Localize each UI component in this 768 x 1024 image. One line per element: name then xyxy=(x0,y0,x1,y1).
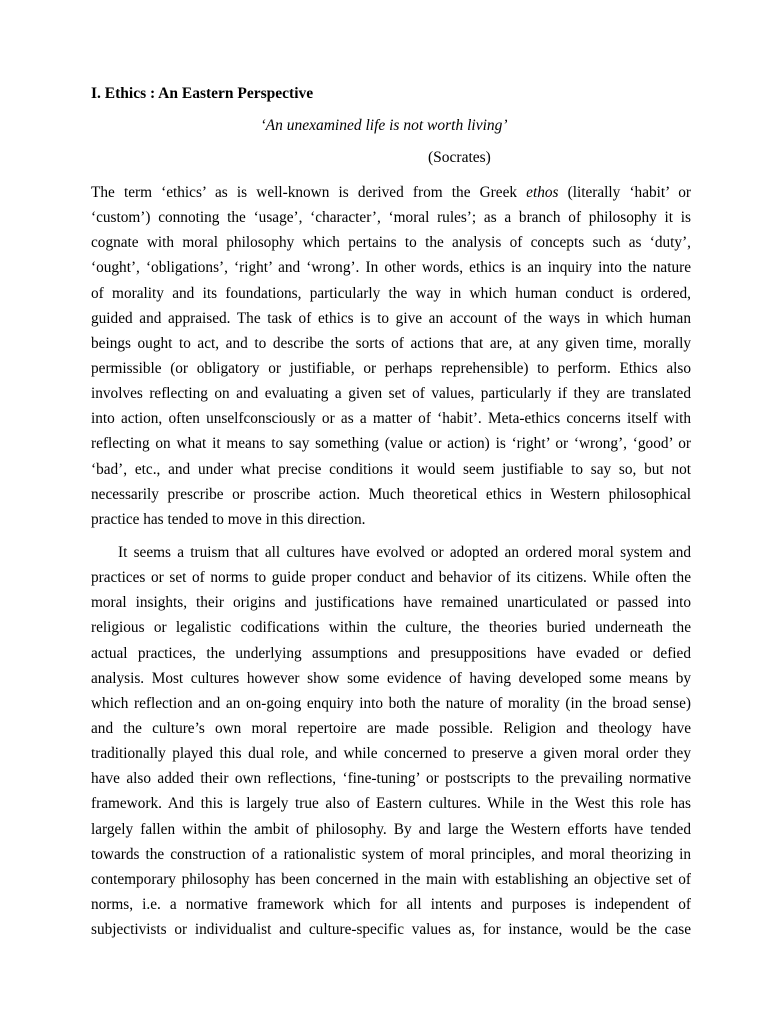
epigraph-attribution: (Socrates) xyxy=(428,149,491,166)
epigraph-quote: ‘An unexamined life is not worth living’ xyxy=(260,117,508,134)
paragraph-1-line: ‘custom’) connoting the ‘usage’, ‘character’, ‘moral rules’; as a branch of philosophy it is xyxy=(91,209,691,227)
paragraph-1-line: ‘bad’, etc., and under what precise conditions it would seem justifiable to say so, but not xyxy=(91,460,691,478)
paragraph-2-first-line: It seems a truism that all cultures have evolved or adopted an ordered moral system and xyxy=(118,543,691,561)
italic-term: ethos xyxy=(526,184,559,201)
paragraph-2-line: have also added their own reflections, ‘fine-tuning’ or postscripts to the prevailing normative xyxy=(91,770,691,788)
paragraph-2-line: contemporary philosophy has been concerned in the main with establishing an objective set of xyxy=(91,870,691,888)
text-run: The term ‘ethics’ as is well-known is derived from the Greek xyxy=(91,184,527,201)
text-run: (literally ‘habit’ or xyxy=(558,184,691,201)
paragraph-1-line: of morality and its foundations, particularly the way in which human conduct is ordered, xyxy=(91,284,691,302)
paragraph-1-line: reflecting on what it means to say something (value or action) is ‘right’ or ‘wrong’, ‘good’ or xyxy=(91,435,691,453)
section-heading: I. Ethics : An Eastern Perspective xyxy=(91,85,314,102)
paragraph-1-line xyxy=(91,180,691,205)
paragraph-1-line: ‘ought’, ‘obligations’, ‘right’ and ‘wrong’. In other words, ethics is an inquiry into the nature xyxy=(91,259,691,277)
paragraph-2-line: traditionally played this dual role, and while concerned to preserve a given moral order they xyxy=(91,745,691,763)
paragraph-2-line: religious or legalistic codifications within the culture, the theories buried underneath the xyxy=(91,619,691,637)
paragraph-2-line: actual practices, the underlying assumptions and presuppositions have evaded or defied xyxy=(91,644,691,662)
paragraph-1-line: beings ought to act, and to describe the sorts of actions that are, at any given time, morally xyxy=(91,334,691,352)
paragraph-2-line: and the culture’s own moral repertoire are made possible. Religion and theology have xyxy=(91,719,691,737)
paragraph-2-line: analysis. Most cultures however show some evidence of having developed some means by xyxy=(91,669,691,687)
paragraph-2-line: practices or set of norms to guide proper conduct and behavior of its citizens. While often the xyxy=(91,569,691,587)
paragraph-1-line: involves reflecting on and evaluating a given set of values, particularly if they are translated xyxy=(91,385,691,403)
paragraph-1-line: guided and appraised. The task of ethics is to give an account of the ways in which human xyxy=(91,309,691,327)
paragraph-2-line: subjectivists or individualist and culture-specific values as, for instance, would be the case xyxy=(91,921,691,939)
paragraph-gap xyxy=(91,532,691,540)
paragraph-2-line: norms, i.e. a normative framework which for all intents and purposes is independent of xyxy=(91,895,691,913)
paragraph-1-line: permissible (or obligatory or justifiable, or perhaps reprehensible) to perform. Ethics also xyxy=(91,359,691,377)
paragraph-1-line: cognate with moral philosophy which pertains to the analysis of concepts such as ‘duty’, xyxy=(91,234,691,252)
paragraph-2-line: largely fallen within the ambit of philosophy. By and large the Western efforts have tended xyxy=(91,820,691,838)
paragraph-1-last-line: practice has tended to move in this direction. xyxy=(91,510,366,528)
paragraph-1-line: into action, often unselfconsciously or as a matter of ‘habit’. Meta-ethics concerns itself with xyxy=(91,410,691,428)
paragraph-2-line: which reflection and an on-going enquiry into both the nature of morality (in the broad sense) xyxy=(91,694,691,712)
paragraph-2-line: framework. And this is largely true also of Eastern cultures. While in the West this role has xyxy=(91,795,691,813)
paragraph-1-line: necessarily prescribe or proscribe action. Much theoretical ethics in Western philosophical xyxy=(91,485,691,503)
paragraph-2-line: moral insights, their origins and justifications have remained unarticulated or passed into xyxy=(91,594,691,612)
paragraph-2-line: towards the construction of a rationalistic system of moral principles, and moral theorizing in xyxy=(91,845,691,863)
body-text xyxy=(91,180,691,942)
